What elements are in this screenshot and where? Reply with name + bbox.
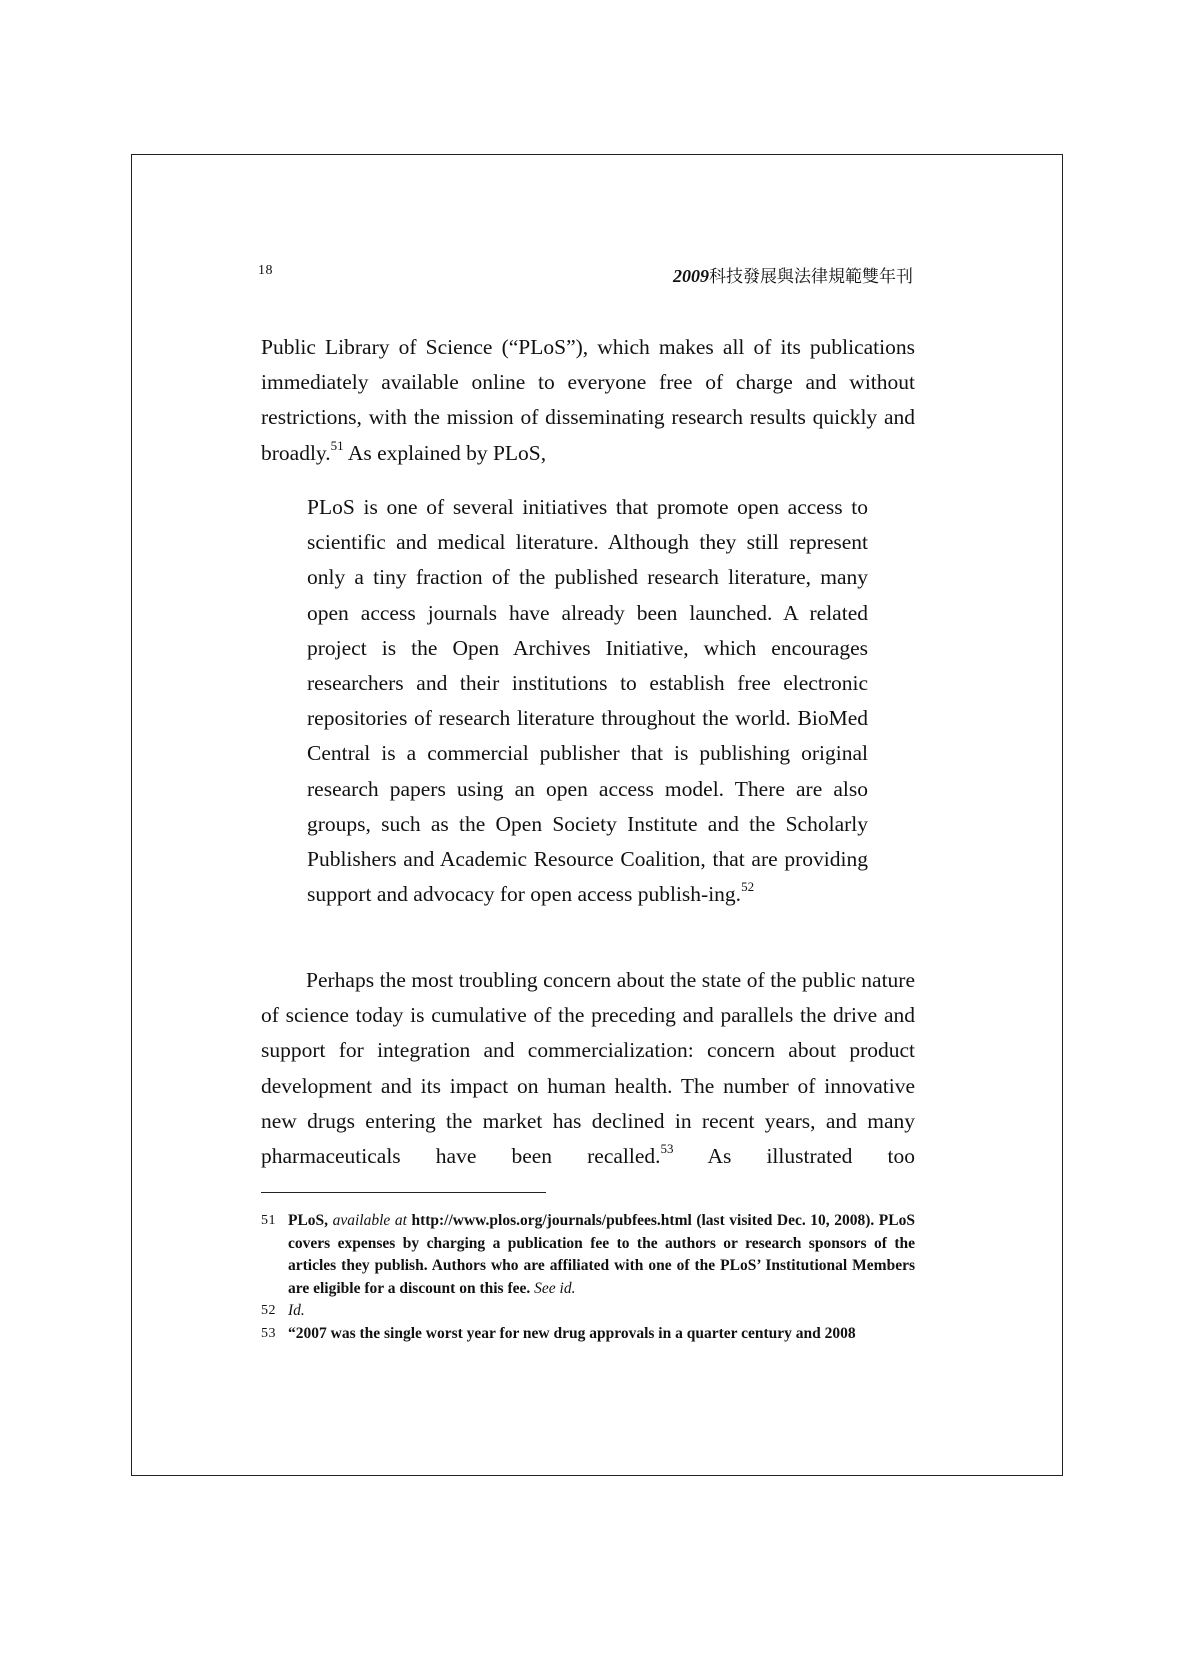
- footnote-number: 51: [261, 1213, 276, 1228]
- body-paragraph-1: [261, 330, 915, 471]
- footnote-51: [261, 1210, 915, 1300]
- footnote-ref-51: 51: [330, 437, 344, 453]
- paragraph-text: Perhaps the most troubling concern about the state of the public nature of science today is cumulative of the preceding and parallels the drive and support for integration and commercialization: concern about product development and its impact on human health. The number of innovative new drugs entering the market has declined in recent years, and many pharmaceuticals have been recalled.: [261, 968, 915, 1169]
- running-head: [673, 262, 913, 287]
- footnotes: [261, 1210, 915, 1346]
- footnote-signal: See id.: [534, 1279, 576, 1297]
- footnote-separator: [261, 1192, 546, 1193]
- running-head-year: 2009: [673, 266, 709, 286]
- page-number: 18: [258, 263, 273, 278]
- running-head-title: 科技發展與法律規範雙年刊: [709, 267, 913, 287]
- footnote-lead: PLoS,: [288, 1212, 333, 1229]
- footnote-text: “2007 was the single worst year for new drug approvals in a quarter century and 2008: [288, 1324, 856, 1342]
- body-paragraph-2: [261, 963, 915, 1174]
- footnote-body: http://www.plos.org/journals/pubfees.html (last visited Dec. 10, 2008). PLoS covers expenses by charging a publication fee to the authors or research sponsors of the articles they publish. Authors who are affiliated with one of the PLoS’ Institutional Members are eligible for a discount on this fee.: [288, 1212, 915, 1297]
- footnote-number: 52: [261, 1303, 276, 1319]
- paragraph-text-after: As explained by PLoS,: [343, 440, 547, 465]
- paragraph-text-after: As illustrated too: [673, 1144, 915, 1169]
- paragraph-text: Public Library of Science (“PLoS”), which makes all of its publications immediately available online to everyone free of charge and without restrictions, with the mission of disseminating research results quickly and broadly.: [261, 335, 915, 465]
- block-quote: [307, 490, 868, 912]
- footnote-text: [288, 1302, 305, 1319]
- footnote-53: [261, 1323, 915, 1346]
- footnote-italic: available at: [332, 1212, 407, 1229]
- footnote-text: [288, 1212, 915, 1297]
- footnote-ref-52: 52: [741, 879, 755, 895]
- footnote-italic: Id.: [288, 1302, 305, 1320]
- footnote-ref-53: 53: [660, 1141, 674, 1157]
- footnote-number: 53: [261, 1325, 276, 1341]
- footnote-52: [261, 1300, 915, 1323]
- block-quote-text: PLoS is one of several initiatives that promote open access to scientific and medical literature. Although they still represent only a tiny fraction of the published research literature, many open access journals have already been launched. A related project is the Open Archives Initiative, which encourages researchers and their institutions to establish free electronic repositories of research literature throughout the world. BioMed Central is a commercial publisher that is publishing original research papers using an open access model. There are also groups, such as the Open Society Institute and the Scholarly Publishers and Academic Resource Coalition, that are providing support and advocacy for open access publish-ing.: [307, 495, 868, 907]
